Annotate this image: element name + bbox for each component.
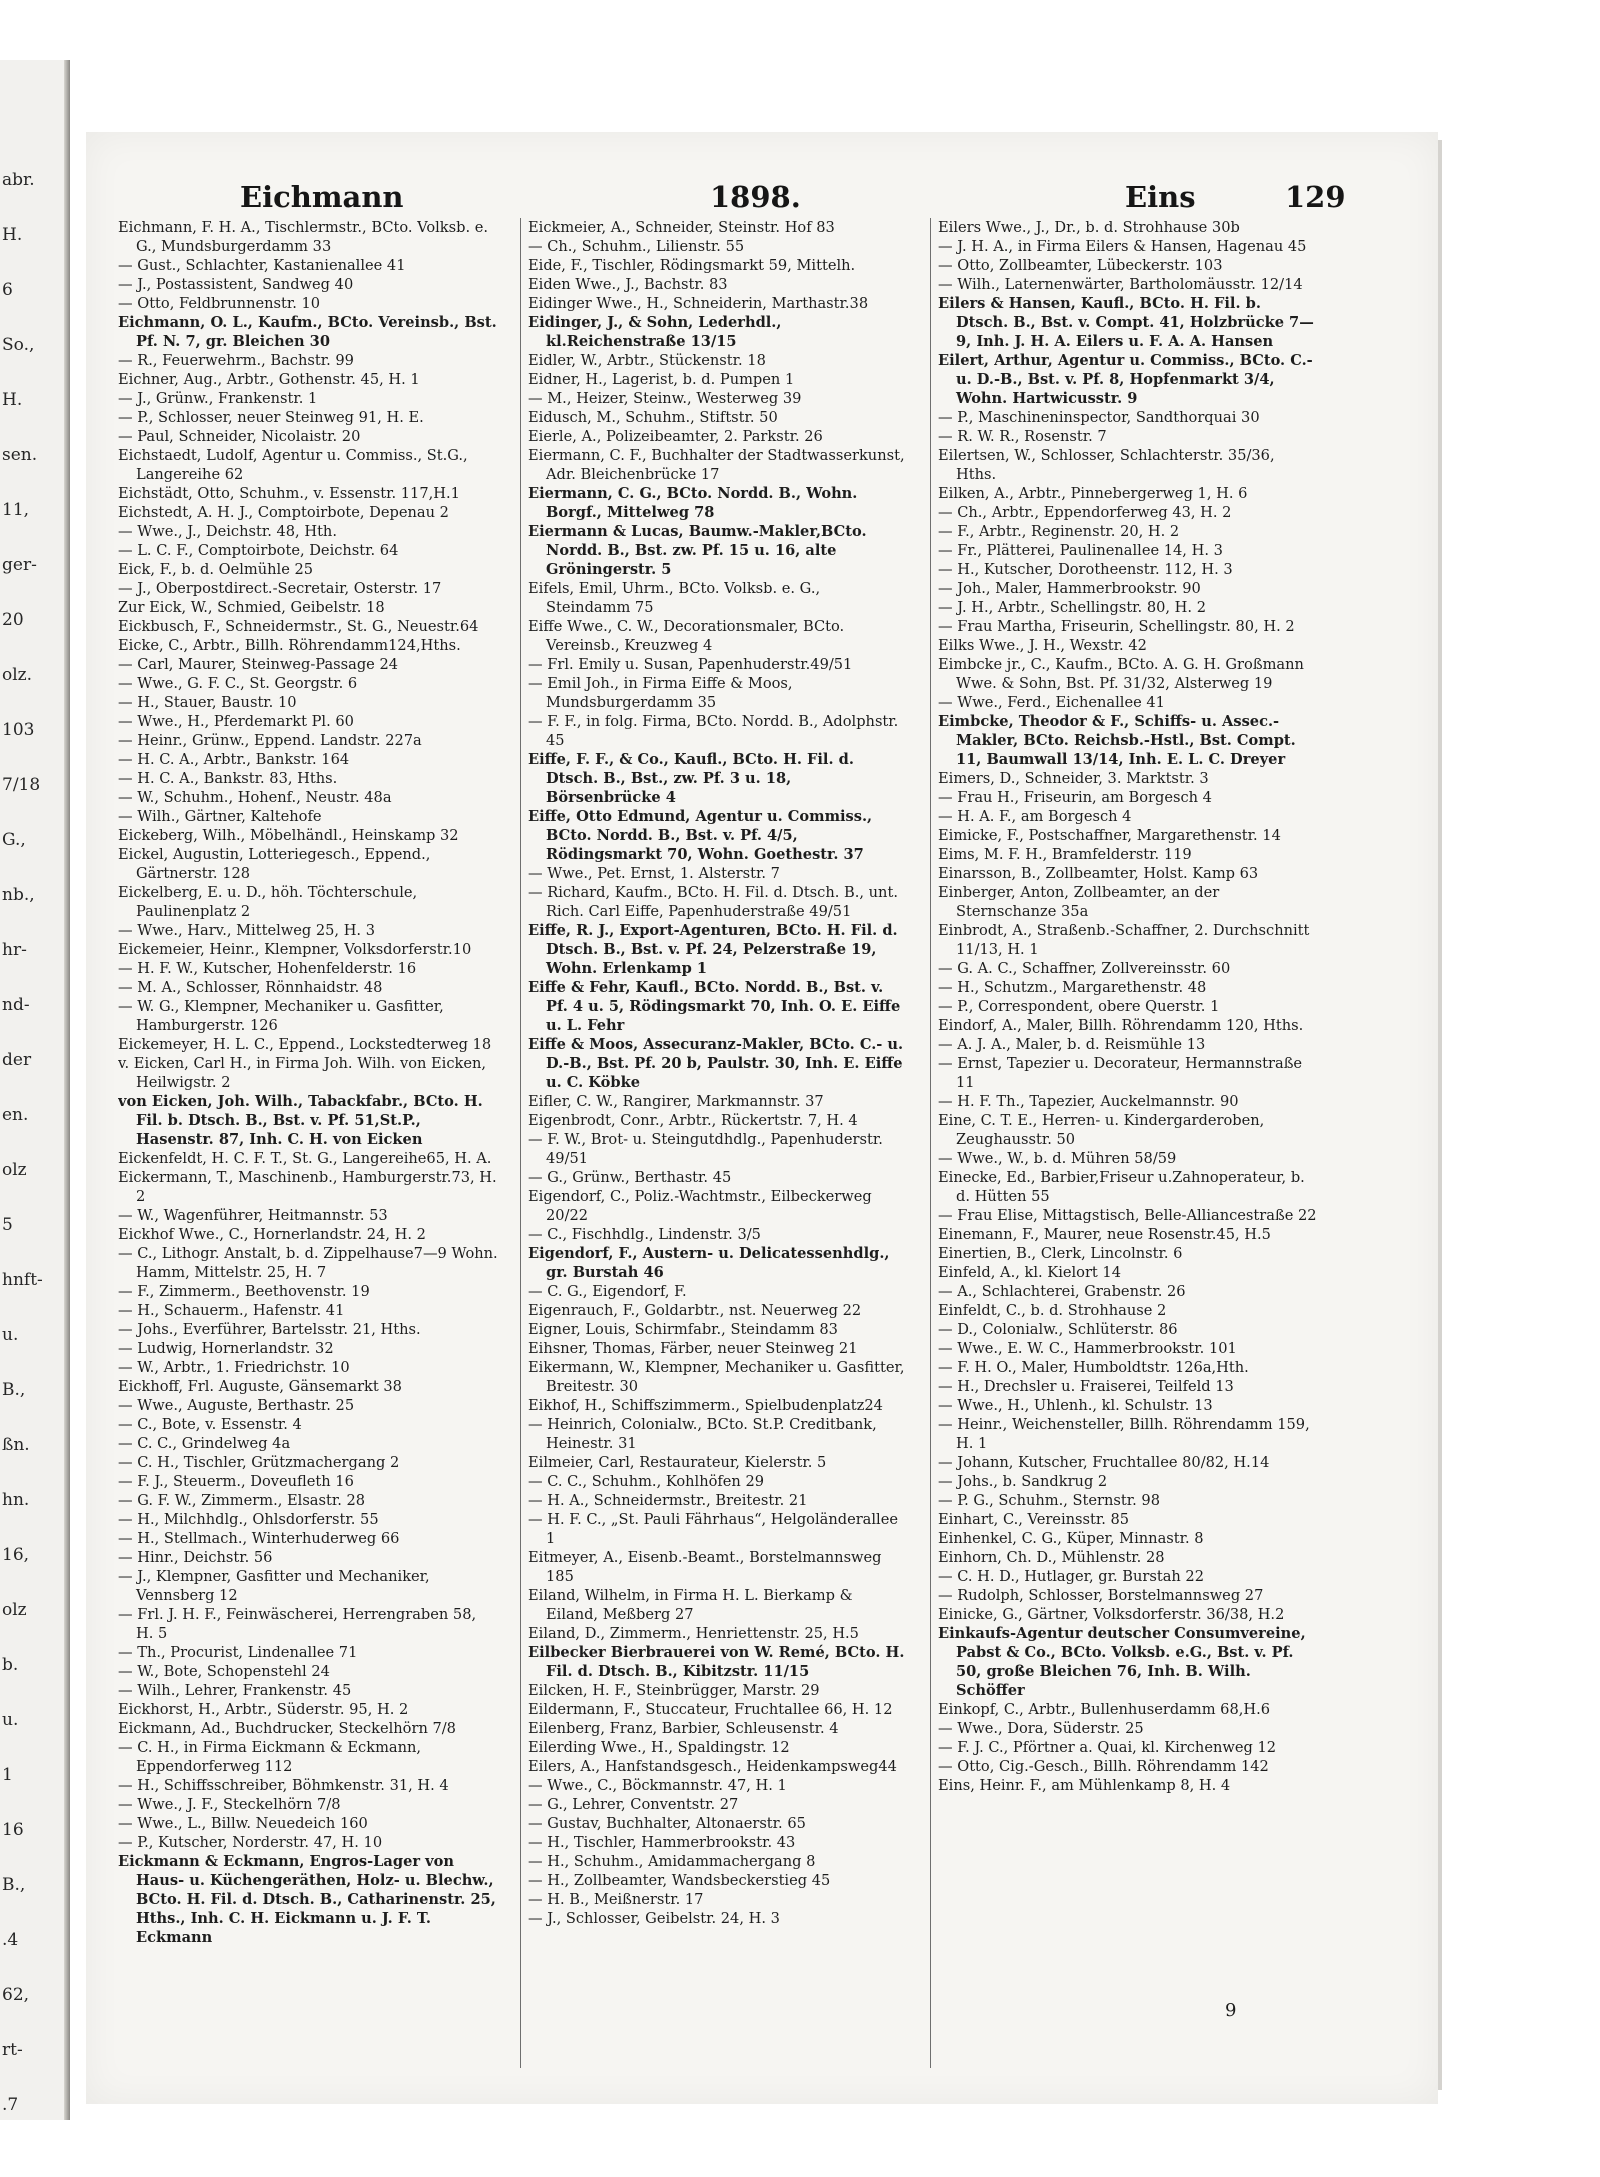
directory-entry: — H., Zollbeamter, Wandsbeckerstieg 45 xyxy=(528,1872,831,1889)
directory-entry: Eilerding Wwe., H., Spaldingstr. 12 xyxy=(528,1739,790,1756)
previous-page-fragment: 16, xyxy=(2,1545,30,1565)
directory-entry: Einhenkel, C. G., Küper, Minnastr. 8 xyxy=(938,1530,1204,1547)
directory-entry: Eimbcke, Theodor & F., Schiffs- u. Assec.-Makler, BCto. Reichsb.-Hstl., Bst. Compt. 11, Baumwall 13/14, Inh. E. L. C. Dreyer xyxy=(938,713,1296,768)
directory-entry: — G., Lehrer, Conventstr. 27 xyxy=(528,1796,739,1813)
previous-page-fragment: So., xyxy=(2,335,35,355)
previous-page-fragment: rt- xyxy=(2,2040,23,2060)
directory-entry: — Wwe., Auguste, Berthastr. 25 xyxy=(118,1397,355,1414)
directory-entry: — C., Lithogr. Anstalt, b. d. Zippelhause7—9 Wohn. Hamm, Mittelstr. 25, H. 7 xyxy=(118,1245,498,1281)
directory-entry: Einecke, Ed., Barbier,Friseur u.Zahnoperateur, b. d. Hütten 55 xyxy=(938,1169,1305,1205)
directory-entry: Einertien, B., Clerk, Lincolnstr. 6 xyxy=(938,1245,1183,1262)
directory-entry: Eickmann, Ad., Buchdrucker, Steckelhörn 7/8 xyxy=(118,1720,456,1737)
directory-entry: Eickemeyer, H. L. C., Eppend., Lockstedterweg 18 xyxy=(118,1036,492,1053)
directory-entry: — H. C. A., Arbtr., Bankstr. 164 xyxy=(118,751,350,768)
directory-entry: Eickelberg, E. u. D., höh. Töchterschule, Paulinenplatz 2 xyxy=(118,884,418,920)
directory-entry: Eifler, C. W., Rangirer, Markmannstr. 37 xyxy=(528,1093,824,1110)
directory-entry: — P., Schlosser, neuer Steinweg 91, H. E. xyxy=(118,409,424,426)
directory-entry: — Wwe., Ferd., Eichenallee 41 xyxy=(938,694,1165,711)
directory-entry: — M., Heizer, Steinw., Westerweg 39 xyxy=(528,390,802,407)
directory-entry: Eigenrauch, F., Goldarbtr., nst. Neuerweg 22 xyxy=(528,1302,862,1319)
directory-entry: — H. F. C., „St. Pauli Fährhaus“, Helgoländerallee 1 xyxy=(528,1511,898,1547)
directory-entry: — Johs., b. Sandkrug 2 xyxy=(938,1473,1108,1490)
directory-entry: Eichstaedt, Ludolf, Agentur u. Commiss., St.G., Langereihe 62 xyxy=(118,447,468,483)
directory-entry: Eichstädt, Otto, Schuhm., v. Essenstr. 117,H.1 xyxy=(118,485,460,502)
directory-entry: — Heinr., Weichensteller, Billh. Röhrendamm 159, H. 1 xyxy=(938,1416,1310,1452)
directory-entry: — Ch., Arbtr., Eppendorferweg 43, H. 2 xyxy=(938,504,1232,521)
directory-entry: — Ludwig, Hornerlandstr. 32 xyxy=(118,1340,334,1357)
previous-page-fragment: H. xyxy=(2,390,23,410)
directory-entry: — W., Bote, Schopenstehl 24 xyxy=(118,1663,330,1680)
directory-entry: Eidinger Wwe., H., Schneiderin, Marthastr.38 xyxy=(528,295,869,312)
directory-entry: — G. F. W., Zimmerm., Elsastr. 28 xyxy=(118,1492,366,1509)
previous-page-fragment: hn. xyxy=(2,1490,30,1510)
directory-entry: — Wilh., Lehrer, Frankenstr. 45 xyxy=(118,1682,352,1699)
directory-entry: Eikermann, W., Klempner, Mechaniker u. Gasfitter, Breitestr. 30 xyxy=(528,1359,905,1395)
directory-entry: — H. C. A., Bankstr. 83, Hths. xyxy=(118,770,338,787)
directory-entry: Einfeld, A., kl. Kielort 14 xyxy=(938,1264,1121,1281)
directory-entry: Eichner, Aug., Arbtr., Gothenstr. 45, H. 1 xyxy=(118,371,420,388)
directory-entry: Eichmann, F. H. A., Tischlermstr., BCto. Volksb. e. G., Mundsburgerdamm 33 xyxy=(118,219,489,255)
directory-entry: — A. J. A., Maler, b. d. Reismühle 13 xyxy=(938,1036,1206,1053)
directory-entry: — Otto, Feldbrunnenstr. 10 xyxy=(118,295,321,312)
directory-entry: Eickenfeldt, H. C. F. T., St. G., Langereihe65, H. A. xyxy=(118,1150,492,1167)
directory-entry: — W., Schuhm., Hohenf., Neustr. 48a xyxy=(118,789,392,806)
directory-entry: — Richard, Kaufm., BCto. H. Fil. d. Dtsch. B., unt. Rich. Carl Eiffe, Papenhuderstraße 49/51 xyxy=(528,884,898,920)
directory-entry: Eiermann & Lucas, Baumw.-Makler,BCto. Nordd. B., Bst. zw. Pf. 15 u. 16, alte Gröningerstr. 5 xyxy=(528,523,867,578)
directory-entry: Eilbecker Bierbrauerei von W. Remé, BCto. H. Fil. d. Dtsch. B., Kibitzstr. 11/15 xyxy=(528,1644,905,1680)
directory-entry: — Joh., Maler, Hammerbrookstr. 90 xyxy=(938,580,1201,597)
previous-page-fragment: H. xyxy=(2,225,23,245)
directory-entry: — G. A. C., Schaffner, Zollvereinsstr. 60 xyxy=(938,960,1231,977)
directory-entry: — G., Grünw., Berthastr. 45 xyxy=(528,1169,732,1186)
directory-entry: — C. H., Tischler, Grützmachergang 2 xyxy=(118,1454,400,1471)
directory-entry: Eilertsen, W., Schlosser, Schlachterstr. 35/36, Hths. xyxy=(938,447,1275,483)
directory-entry: — P., Correspondent, obere Querstr. 1 xyxy=(938,998,1220,1015)
directory-entry: Eichmann, O. L., Kaufm., BCto. Vereinsb., Bst. Pf. N. 7, gr. Bleichen 30 xyxy=(118,314,497,350)
directory-entry: Zur Eick, W., Schmied, Geibelstr. 18 xyxy=(118,599,385,616)
page-fold-shadow xyxy=(64,60,70,2120)
directory-entry: — H., Schutzm., Margarethenstr. 48 xyxy=(938,979,1207,996)
directory-entry: — J. H. A., in Firma Eilers & Hansen, Hagenau 45 xyxy=(938,238,1307,255)
directory-entry: — Hinr., Deichstr. 56 xyxy=(118,1549,273,1566)
directory-entry: Eickemeier, Heinr., Klempner, Volksdorferstr.10 xyxy=(118,941,472,958)
directory-entry: Eilers & Hansen, Kaufl., BCto. H. Fil. b. Dtsch. B., Bst. v. Compt. 41, Holzbrücke 7—9, Inh. J. H. A. Eilers u. F. A. A. Hansen xyxy=(938,295,1314,350)
header-first-entry: Eichmann xyxy=(240,180,404,214)
directory-entry: Eickmeier, A., Schneider, Steinstr. Hof 83 xyxy=(528,219,835,236)
directory-entry: Eiffe, R. J., Export-Agenturen, BCto. H. Fil. d. Dtsch. B., Bst. v. Pf. 24, Pelzerstraße 19, Wohn. Erlenkamp 1 xyxy=(528,922,898,977)
previous-page-fragment: 5 xyxy=(2,1215,13,1235)
directory-entry: — Wwe., W., b. d. Mühren 58/59 xyxy=(938,1150,1177,1167)
directory-entry: — Wwe., C., Böckmannstr. 47, H. 1 xyxy=(528,1777,787,1794)
directory-entry: — F., Zimmerm., Beethovenstr. 19 xyxy=(118,1283,370,1300)
previous-page-fragment: der xyxy=(2,1050,32,1070)
directory-entry: Eiffe, F. F., & Co., Kaufl., BCto. H. Fil. d. Dtsch. B., Bst., zw. Pf. 3 u. 18, Börsenbrücke 4 xyxy=(528,751,854,806)
directory-entry: Eiffe & Fehr, Kaufl., BCto. Nordd. B., Bst. v. Pf. 4 u. 5, Rödingsmarkt 70, Inh. O. E. Eiffe u. L. Fehr xyxy=(528,979,901,1034)
directory-entry: — Wwe., J., Deichstr. 48, Hth. xyxy=(118,523,337,540)
directory-entry: — H. B., Meißnerstr. 17 xyxy=(528,1891,704,1908)
previous-page-fragment: nd- xyxy=(2,995,30,1015)
previous-page-fragment: abr. xyxy=(2,170,35,190)
column-right xyxy=(938,218,1318,2068)
previous-page-fragment: ßn. xyxy=(2,1435,30,1455)
directory-entry: — C. H., in Firma Eickmann & Eckmann, Eppendorferweg 112 xyxy=(118,1739,422,1775)
directory-entry: Eilks Wwe., J. H., Wexstr. 42 xyxy=(938,637,1147,654)
previous-page-fragment: G., xyxy=(2,830,26,850)
directory-entry: Eigendorf, F., Austern- u. Delicatessenhdlg., gr. Burstah 46 xyxy=(528,1245,890,1281)
directory-entry: Eikhof, H., Schiffszimmerm., Spielbudenplatz24 xyxy=(528,1397,883,1414)
directory-entry: Eickhof Wwe., C., Hornerlandstr. 24, H. 2 xyxy=(118,1226,426,1243)
previous-page-fragment: olz. xyxy=(2,665,33,685)
directory-entry: Eimicke, F., Postschaffner, Margarethenstr. 14 xyxy=(938,827,1281,844)
directory-entry: — Wwe., Harv., Mittelweg 25, H. 3 xyxy=(118,922,376,939)
running-header xyxy=(210,180,1346,220)
previous-page-fragment: 103 xyxy=(2,720,35,740)
previous-page-fragment: sen. xyxy=(2,445,38,465)
directory-entry: — Heinrich, Colonialw., BCto. St.P. Creditbank, Heinestr. 31 xyxy=(528,1416,877,1452)
header-last-entry: Eins xyxy=(1125,180,1196,214)
directory-entry: Eidner, H., Lagerist, b. d. Pumpen 1 xyxy=(528,371,795,388)
directory-entry: Eiffe, Otto Edmund, Agentur u. Commiss., BCto. Nordd. B., Bst. v. Pf. 4/5, Rödingsmarkt 70, Wohn. Goethestr. 37 xyxy=(528,808,873,863)
directory-entry: — Frau Martha, Friseurin, Schellingstr. 80, H. 2 xyxy=(938,618,1295,635)
directory-entry: — F. W., Brot- u. Steingutdhdlg., Papenhuderstr. 49/51 xyxy=(528,1131,883,1167)
directory-entry: — C. C., Grindelweg 4a xyxy=(118,1435,291,1452)
directory-entry: — Ch., Schuhm., Lilienstr. 55 xyxy=(528,238,745,255)
directory-entry: Eiermann, C. G., BCto. Nordd. B., Wohn. Borgf., Mittelweg 78 xyxy=(528,485,858,521)
directory-entry: — H., Milchhdlg., Ohlsdorferstr. 55 xyxy=(118,1511,379,1528)
directory-entry: Eickbusch, F., Schneidermstr., St. G., Neuestr.64 xyxy=(118,618,479,635)
directory-entry: — D., Colonialw., Schlüterstr. 86 xyxy=(938,1321,1178,1338)
directory-entry: Eiland, D., Zimmerm., Henriettenstr. 25, H.5 xyxy=(528,1625,859,1642)
directory-entry: — Wwe., E. W. C., Hammerbrookstr. 101 xyxy=(938,1340,1237,1357)
previous-page-fragment: 16 xyxy=(2,1820,24,1840)
directory-entry: Einhart, C., Vereinsstr. 85 xyxy=(938,1511,1130,1528)
directory-entry: Einicke, G., Gärtner, Volksdorferstr. 36/38, H.2 xyxy=(938,1606,1285,1623)
directory-entry: — Th., Procurist, Lindenallee 71 xyxy=(118,1644,358,1661)
directory-entry: — F. F., in folg. Firma, BCto. Nordd. B., Adolphstr. 45 xyxy=(528,713,899,749)
directory-entry: Eidusch, M., Schuhm., Stiftstr. 50 xyxy=(528,409,778,426)
previous-page-fragment: olz xyxy=(2,1600,27,1620)
previous-page-fragment: hr- xyxy=(2,940,27,960)
directory-entry: Eimers, D., Schneider, 3. Marktstr. 3 xyxy=(938,770,1209,787)
directory-entry: — Ernst, Tapezier u. Decorateur, Hermannstraße 11 xyxy=(938,1055,1303,1091)
directory-entry: — H., Schuhm., Amidammachergang 8 xyxy=(528,1853,816,1870)
previous-page-fragment: nb., xyxy=(2,885,35,905)
directory-entry: — Rudolph, Schlosser, Borstelmannsweg 27 xyxy=(938,1587,1264,1604)
directory-entry: — H., Stellmach., Winterhuderweg 66 xyxy=(118,1530,400,1547)
directory-entry: von Eicken, Joh. Wilh., Tabackfabr., BCto. H. Fil. b. Dtsch. B., Bst. v. Pf. 51,St.P., Hasenstr. 87, Inh. C. H. von Eicken xyxy=(118,1093,483,1148)
directory-entry: — H. F. Th., Tapezier, Auckelmannstr. 90 xyxy=(938,1093,1239,1110)
signature-mark: 9 xyxy=(1225,2000,1237,2021)
directory-entry: — H. A., Schneidermstr., Breitestr. 21 xyxy=(528,1492,808,1509)
directory-entry: Eickmann & Eckmann, Engros-Lager von Haus- u. Küchengeräthen, Holz- u. Blechw., BCto. H. Fil. d. Dtsch. B., Catharinenstr. 25, Hths., Inh. C. H. Eickmann u. J. F. T. Eckmann xyxy=(118,1853,496,1946)
directory-entry: — Otto, Zollbeamter, Lübeckerstr. 103 xyxy=(938,257,1223,274)
directory-entry: — P. G., Schuhm., Sternstr. 98 xyxy=(938,1492,1160,1509)
previous-page-fragment: B., xyxy=(2,1875,26,1895)
directory-entry: Einarsson, B., Zollbeamter, Holst. Kamp 63 xyxy=(938,865,1259,882)
directory-entry: — C. C., Schuhm., Kohlhöfen 29 xyxy=(528,1473,765,1490)
previous-page-fragment: u. xyxy=(2,1325,19,1345)
previous-page-fragment: en. xyxy=(2,1105,29,1125)
directory-entry: — C., Fischhdlg., Lindenstr. 3/5 xyxy=(528,1226,761,1243)
previous-page-fragment: .7 xyxy=(2,2095,19,2115)
directory-entry: — Heinr., Grünw., Eppend. Landstr. 227a xyxy=(118,732,422,749)
directory-entry: Eickhoff, Frl. Auguste, Gänsemarkt 38 xyxy=(118,1378,402,1395)
directory-entry: Eiffe Wwe., C. W., Decorationsmaler, BCto. Vereinsb., Kreuzweg 4 xyxy=(528,618,845,654)
previous-page-fragment: 62, xyxy=(2,1985,30,2005)
directory-entry: — Emil Joh., in Firma Eiffe & Moos, Mundsburgerdamm 35 xyxy=(528,675,793,711)
previous-page-fragment: 11, xyxy=(2,500,30,520)
directory-entry: — H., Drechsler u. Fraiserei, Teilfeld 13 xyxy=(938,1378,1234,1395)
directory-entry: — M. A., Schlosser, Rönnhaidstr. 48 xyxy=(118,979,383,996)
previous-page-fragment: ger- xyxy=(2,555,37,575)
previous-page-fragment: hnft- xyxy=(2,1270,43,1290)
directory-entry: — Wwe., J. F., Steckelhörn 7/8 xyxy=(118,1796,341,1813)
directory-entry: Einberger, Anton, Zollbeamter, an der Sternschanze 35a xyxy=(938,884,1220,920)
directory-entry: — Wwe., G. F. C., St. Georgstr. 6 xyxy=(118,675,358,692)
directory-entry: Eins, Heinr. F., am Mühlenkamp 8, H. 4 xyxy=(938,1777,1231,1794)
previous-page-fragment: b. xyxy=(2,1655,19,1675)
directory-entry: — F. J. C., Pförtner a. Quai, kl. Kirchenweg 12 xyxy=(938,1739,1277,1756)
directory-entry: — Johs., Everführer, Bartelsstr. 21, Hths. xyxy=(118,1321,421,1338)
directory-entry: — J. H., Arbtr., Schellingstr. 80, H. 2 xyxy=(938,599,1206,616)
directory-entry: Eickermann, T., Maschinenb., Hamburgerstr.73, H. 2 xyxy=(118,1169,497,1205)
directory-entry: Eilken, A., Arbtr., Pinnebergerweg 1, H. 6 xyxy=(938,485,1248,502)
directory-entry: — Carl, Maurer, Steinweg-Passage 24 xyxy=(118,656,399,673)
header-year: 1898. xyxy=(710,180,801,214)
directory-entry: Eicke, C., Arbtr., Billh. Röhrendamm124,Hths. xyxy=(118,637,461,654)
previous-page-fragment: u. xyxy=(2,1710,19,1730)
directory-entry: — C. G., Eigendorf, F. xyxy=(528,1283,687,1300)
directory-entry: — Wwe., L., Billw. Neuedeich 160 xyxy=(118,1815,368,1832)
directory-entry: Eick, F., b. d. Oelmühle 25 xyxy=(118,561,314,578)
directory-entry: Eitmeyer, A., Eisenb.-Beamt., Borstelmannsweg 185 xyxy=(528,1549,882,1585)
directory-entry: Eichstedt, A. H. J., Comptoirbote, Depenau 2 xyxy=(118,504,449,521)
directory-entry: — R., Feuerwehrm., Bachstr. 99 xyxy=(118,352,354,369)
directory-entry: Eine, C. T. E., Herren- u. Kindergarderoben, Zeughausstr. 50 xyxy=(938,1112,1265,1148)
directory-entry: Eidinger, J., & Sohn, Lederhdl., kl.Reichenstraße 13/15 xyxy=(528,314,782,350)
directory-entry: Eierle, A., Polizeibeamter, 2. Parkstr. 26 xyxy=(528,428,823,445)
directory-entry: — Frau Elise, Mittagstisch, Belle-Alliancestraße 22 xyxy=(938,1207,1317,1224)
directory-entry: — Gust., Schlachter, Kastanienallee 41 xyxy=(118,257,406,274)
directory-entry: — A., Schlachterei, Grabenstr. 26 xyxy=(938,1283,1186,1300)
directory-entry: Einfeldt, C., b. d. Strohhause 2 xyxy=(938,1302,1167,1319)
directory-entry: Eilcken, H. F., Steinbrügger, Marstr. 29 xyxy=(528,1682,820,1699)
directory-entry: — Johann, Kutscher, Fruchtallee 80/82, H.14 xyxy=(938,1454,1270,1471)
directory-entry: — H., Schiffsschreiber, Böhmkenstr. 31, H. 4 xyxy=(118,1777,449,1794)
directory-entry: — J., Klempner, Gasfitter und Mechaniker, Vennsberg 12 xyxy=(118,1568,430,1604)
directory-entry: — R. W. R., Rosenstr. 7 xyxy=(938,428,1107,445)
directory-entry: Eilers Wwe., J., Dr., b. d. Strohhause 30b xyxy=(938,219,1240,236)
directory-entry: — F. H. O., Maler, Humboldtstr. 126a,Hth. xyxy=(938,1359,1249,1376)
previous-page-fragment: 20 xyxy=(2,610,24,630)
directory-entry: Einkopf, C., Arbtr., Bullenhuserdamm 68,H.6 xyxy=(938,1701,1271,1718)
directory-entry: — Wwe., H., Pferdemarkt Pl. 60 xyxy=(118,713,354,730)
directory-entry: Eihsner, Thomas, Färber, neuer Steinweg 21 xyxy=(528,1340,858,1357)
column-divider xyxy=(930,218,931,2068)
directory-entry: — Wwe., Pet. Ernst, 1. Alsterstr. 7 xyxy=(528,865,780,882)
directory-entry: — Frl. J. H. F., Feinwäscherei, Herrengraben 58, H. 5 xyxy=(118,1606,477,1642)
directory-entry: — H., Stauer, Baustr. 10 xyxy=(118,694,297,711)
previous-page-fragment: 7/18 xyxy=(2,775,41,795)
directory-entry: Eims, M. F. H., Bramfelderstr. 119 xyxy=(938,846,1192,863)
directory-entry: — J., Oberpostdirect.-Secretair, Osterstr. 17 xyxy=(118,580,442,597)
directory-entry: — Wwe., H., Uhlenh., kl. Schulstr. 13 xyxy=(938,1397,1213,1414)
column-left xyxy=(118,218,498,2068)
directory-entry: — C., Bote, v. Essenstr. 4 xyxy=(118,1416,302,1433)
directory-entry: — Wilh., Laternenwärter, Bartholomäusstr. 12/14 xyxy=(938,276,1303,293)
directory-entry: — H., Schauerm., Hafenstr. 41 xyxy=(118,1302,345,1319)
directory-entry: — Otto, Cig.-Gesch., Billh. Röhrendamm 142 xyxy=(938,1758,1269,1775)
directory-entry: — H. F. W., Kutscher, Hohenfelderstr. 16 xyxy=(118,960,417,977)
directory-entry: — Frl. Emily u. Susan, Papenhuderstr.49/51 xyxy=(528,656,853,673)
previous-page-strip xyxy=(0,60,70,2120)
directory-entry: — P., Maschineninspector, Sandthorquai 30 xyxy=(938,409,1260,426)
column-divider xyxy=(520,218,521,2068)
directory-entry: Eindorf, A., Maler, Billh. Röhrendamm 120, Hths. xyxy=(938,1017,1304,1034)
directory-entry: Eildermann, F., Stuccateur, Fruchtallee 66, H. 12 xyxy=(528,1701,893,1718)
previous-page-fragment: 1 xyxy=(2,1765,13,1785)
previous-page-fragment: olz xyxy=(2,1160,27,1180)
directory-entry: — Frau H., Friseurin, am Borgesch 4 xyxy=(938,789,1212,806)
directory-entry: Eide, F., Tischler, Rödingsmarkt 59, Mittelh. xyxy=(528,257,856,274)
directory-entry: Eilert, Arthur, Agentur u. Commiss., BCto. C.- u. D.-B., Bst. v. Pf. 8, Hopfenmarkt 3/4, Wohn. Hartwicusstr. 9 xyxy=(938,352,1313,407)
previous-page-fragment: 6 xyxy=(2,280,13,300)
directory-entry: Eiland, Wilhelm, in Firma H. L. Bierkamp & Eiland, Meßberg 27 xyxy=(528,1587,853,1623)
directory-entry: Eiermann, C. F., Buchhalter der Stadtwasserkunst, Adr. Bleichenbrücke 17 xyxy=(528,447,905,483)
directory-entry: — W., Arbtr., 1. Friedrichstr. 10 xyxy=(118,1359,350,1376)
directory-entry: Eidler, W., Arbtr., Stückenstr. 18 xyxy=(528,352,766,369)
directory-entry: — Paul, Schneider, Nicolaistr. 20 xyxy=(118,428,361,445)
previous-page-fragment: .4 xyxy=(2,1930,19,1950)
directory-entry: — H., Tischler, Hammerbrookstr. 43 xyxy=(528,1834,796,1851)
directory-entry: Eigenbrodt, Conr., Arbtr., Rückertstr. 7, H. 4 xyxy=(528,1112,858,1129)
directory-entry: — P., Kutscher, Norderstr. 47, H. 10 xyxy=(118,1834,383,1851)
page-edge xyxy=(1438,140,1442,2090)
directory-entry: — J., Grünw., Frankenstr. 1 xyxy=(118,390,318,407)
directory-entry: — J., Schlosser, Geibelstr. 24, H. 3 xyxy=(528,1910,780,1927)
directory-entry: Einkaufs-Agentur deutscher Consumvereine, Pabst & Co., BCto. Volksb. e.G., Bst. v. Pf. 50, große Bleichen 76, Inh. B. Wilh. Schöffer xyxy=(938,1625,1306,1699)
directory-entry: Einhorn, Ch. D., Mühlenstr. 28 xyxy=(938,1549,1165,1566)
page-number: 129 xyxy=(1285,180,1346,214)
directory-entry: v. Eicken, Carl H., in Firma Joh. Wilh. von Eicken, Heilwigstr. 2 xyxy=(118,1055,487,1091)
directory-entry: — H. A. F., am Borgesch 4 xyxy=(938,808,1132,825)
directory-entry: — F., Arbtr., Reginenstr. 20, H. 2 xyxy=(938,523,1180,540)
directory-entry: Eickhorst, H., Arbtr., Süderstr. 95, H. 2 xyxy=(118,1701,409,1718)
directory-entry: Eilmeier, Carl, Restaurateur, Kielerstr. 5 xyxy=(528,1454,827,1471)
directory-entry: — Wilh., Gärtner, Kaltehofe xyxy=(118,808,322,825)
directory-entry: Eiffe & Moos, Assecuranz-Makler, BCto. C.- u. D.-B., Bst. Pf. 20 b, Paulstr. 30, Inh. E. Eiffe u. C. Köbke xyxy=(528,1036,904,1091)
directory-entry: Einemann, F., Maurer, neue Rosenstr.45, H.5 xyxy=(938,1226,1271,1243)
directory-entry: — W., Wagenführer, Heitmannstr. 53 xyxy=(118,1207,388,1224)
directory-entry: — L. C. F., Comptoirbote, Deichstr. 64 xyxy=(118,542,399,559)
directory-entry: Eiden Wwe., J., Bachstr. 83 xyxy=(528,276,728,293)
directory-entry: — F. J., Steuerm., Doveufleth 16 xyxy=(118,1473,354,1490)
previous-page-fragment: B., xyxy=(2,1380,26,1400)
column-middle xyxy=(528,218,908,2068)
directory-entry: — Wwe., Dora, Süderstr. 25 xyxy=(938,1720,1144,1737)
directory-entry: Einbrodt, A., Straßenb.-Schaffner, 2. Durchschnitt 11/13, H. 1 xyxy=(938,922,1310,958)
directory-entry: — Fr., Plätterei, Paulinenallee 14, H. 3 xyxy=(938,542,1223,559)
directory-entry: Eickel, Augustin, Lotteriegesch., Eppend., Gärtnerstr. 128 xyxy=(118,846,431,882)
directory-entry: Eickeberg, Wilh., Möbelhändl., Heinskamp 32 xyxy=(118,827,459,844)
directory-entry: — Gustav, Buchhalter, Altonaerstr. 65 xyxy=(528,1815,806,1832)
directory-entry: — J., Postassistent, Sandweg 40 xyxy=(118,276,354,293)
directory-entry: Eimbcke jr., C., Kaufm., BCto. A. G. H. Großmann Wwe. & Sohn, Bst. Pf. 31/32, Alsterweg 19 xyxy=(938,656,1304,692)
directory-entry: — C. H. D., Hutlager, gr. Burstah 22 xyxy=(938,1568,1204,1585)
directory-entry: Eigendorf, C., Poliz.-Wachtmstr., Eilbeckerweg 20/22 xyxy=(528,1188,872,1224)
directory-entry: — W. G., Klempner, Mechaniker u. Gasfitter, Hamburgerstr. 126 xyxy=(118,998,444,1034)
directory-entry: Eigner, Louis, Schirmfabr., Steindamm 83 xyxy=(528,1321,838,1338)
directory-entry: Eilenberg, Franz, Barbier, Schleusenstr. 4 xyxy=(528,1720,839,1737)
directory-entry: Eifels, Emil, Uhrm., BCto. Volksb. e. G., Steindamm 75 xyxy=(528,580,821,616)
directory-entry: — H., Kutscher, Dorotheenstr. 112, H. 3 xyxy=(938,561,1233,578)
directory-entry: Eilers, A., Hanfstandsgesch., Heidenkampsweg44 xyxy=(528,1758,897,1775)
